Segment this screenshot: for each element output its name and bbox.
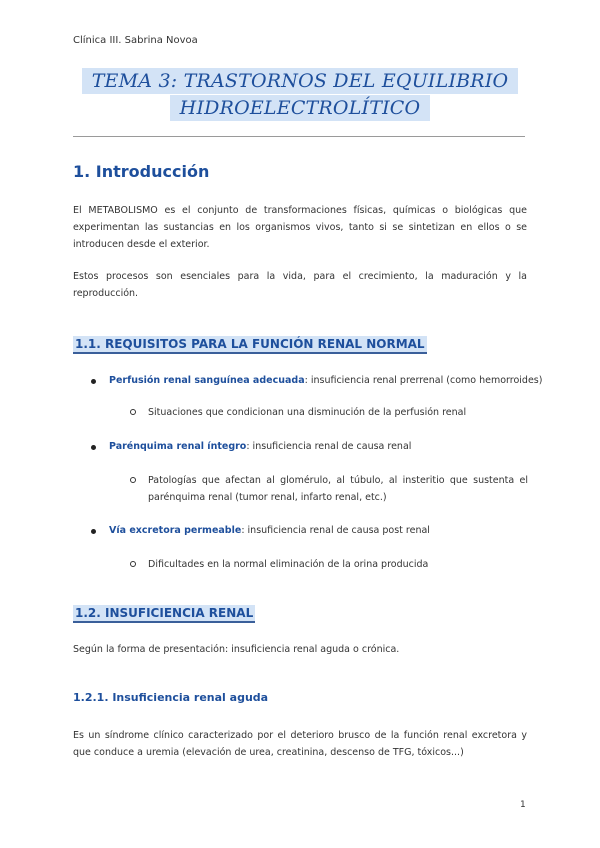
bullet-icon	[91, 529, 96, 534]
list-item-description: : insuficiencia renal prerrenal (como hemorroides)	[304, 375, 543, 386]
hollow-bullet-icon	[130, 477, 136, 483]
list-item-term: Vía excretora permeable	[109, 525, 242, 536]
sub-list-item	[130, 404, 528, 421]
intro-paragraph-2: Estos procesos son esenciales para la vida, para el crecimiento, la maduración y la reproducción.	[73, 271, 527, 299]
sub-list-item-text: Situaciones que condicionan una disminución de la perfusión renal	[148, 407, 467, 418]
sub-list-item	[130, 556, 528, 573]
list-item-term: Parénquima renal íntegro	[109, 441, 247, 452]
insuficiencia-paragraph: Según la forma de presentación: insuficiencia renal aguda o crónica.	[73, 644, 400, 655]
subsubsection-heading-aguda: 1.2.1. Insuficiencia renal aguda	[73, 691, 269, 704]
bullet-icon	[91, 379, 96, 384]
sub-list-item-text: Patologías que afectan al glomérulo, al túbulo, al insteritio que sustenta el parénquima renal (tumor renal, infarto renal, etc.)	[148, 475, 528, 503]
sub-list-item-text: Dificultades en la normal eliminación de la orina producida	[148, 559, 429, 570]
title-divider	[73, 136, 525, 137]
subsection-heading-insuficiencia: 1.2. INSUFICIENCIA RENAL	[73, 605, 255, 623]
intro-paragraph-1: El METABOLISMO es el conjunto de transformaciones físicas, químicas o biológicas que experimentan las sustancias en los organismos vivos, tanto si se sintetizan en ellos o se introducen desde el exterior.	[73, 205, 527, 250]
list-item-term: Perfusión renal sanguínea adecuada	[109, 375, 305, 386]
title-line-1: TEMA 3: TRASTORNOS DEL EQUILIBRIO	[82, 68, 519, 94]
bullet-icon	[91, 445, 96, 450]
aguda-paragraph: Es un síndrome clínico caracterizado por el deterioro brusco de la función renal excretora y que conduce a uremia (elevación de urea, creatinina, descenso de TFG, tóxicos...)	[73, 730, 527, 758]
hollow-bullet-icon	[130, 409, 136, 415]
subsection-heading-requisitos: 1.1. REQUISITOS PARA LA FUNCIÓN RENAL NORMAL	[73, 336, 427, 354]
page-number: 1	[520, 800, 526, 810]
section-heading-introduction: 1. Introducción	[73, 162, 210, 181]
title-line-2: HIDROELECTROLÍTICO	[170, 95, 431, 121]
list-item-description: : insuficiencia renal de causa renal	[246, 441, 412, 452]
running-header: Clínica III. Sabrina Novoa	[73, 35, 198, 46]
sub-list-item	[130, 472, 528, 506]
list-item-description: : insuficiencia renal de causa post renal	[241, 525, 430, 536]
document-title	[0, 68, 600, 121]
hollow-bullet-icon	[130, 561, 136, 567]
